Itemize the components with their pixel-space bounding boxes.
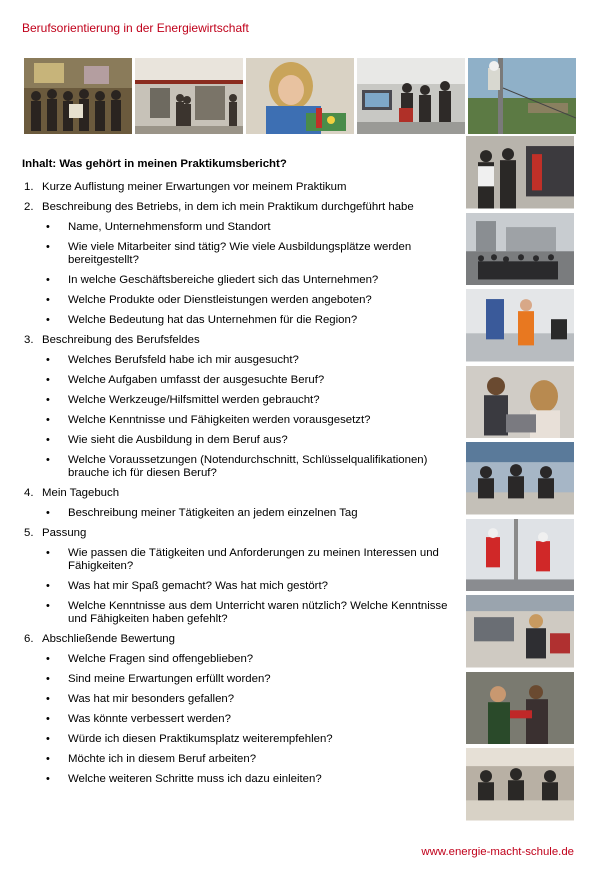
section-item — [22, 633, 462, 786]
bullet-text: Was hat mir besonders gefallen? — [68, 693, 235, 705]
bullet-item — [42, 773, 462, 786]
bullet-item — [42, 274, 462, 287]
bullet-text: Welche Bedeutung hat das Unternehmen für die Region? — [68, 314, 358, 326]
bullet-icon: • — [46, 294, 50, 306]
bullet-icon: • — [46, 241, 50, 253]
bullet-icon: • — [46, 753, 50, 765]
section-title: Mein Tagebuch — [42, 487, 120, 499]
bullet-icon: • — [46, 733, 50, 745]
bullet-item — [42, 580, 462, 593]
section-item — [22, 487, 462, 520]
section-number: 4. — [24, 487, 34, 499]
bullet-text: Wie passen die Tätigkeiten und Anforderungen zu meinen Interessen und Fähigkeiten? — [68, 547, 439, 572]
side-photo-students-computer — [466, 366, 574, 439]
bullet-text: In welche Geschäftsbereiche gliedert sich das Unternehmen? — [68, 274, 379, 286]
bullet-text: Möchte ich in diesem Beruf arbeiten? — [68, 753, 257, 765]
bullet-icon: • — [46, 314, 50, 326]
bullet-item — [42, 753, 462, 766]
bullet-item — [42, 374, 462, 387]
bullet-item — [42, 414, 462, 427]
bullet-text: Welche Produkte oder Dienstleistungen werden angeboten? — [68, 294, 372, 306]
bullet-text: Welche Voraussetzungen (Notendurchschnitt, Schlüsselqualifikationen) brauche ich für diesen Beruf? — [68, 454, 428, 479]
bullet-icon: • — [46, 693, 50, 705]
bullet-text: Welche weiteren Schritte muss ich dazu einleiten? — [68, 773, 322, 785]
side-photo-drilling — [466, 672, 574, 745]
bullet-icon: • — [46, 414, 50, 426]
bullet-item — [42, 354, 462, 367]
content-heading: Inhalt: Was gehört in meinen Praktikumsbericht? — [22, 158, 287, 170]
bullet-text: Welche Aufgaben umfasst der ausgesuchte Beruf? — [68, 374, 325, 386]
bullet-item — [42, 394, 462, 407]
bullet-item — [42, 673, 462, 686]
bullet-text: Welches Berufsfeld habe ich mir ausgesucht? — [68, 354, 299, 366]
section-bullet-list — [42, 354, 462, 480]
side-photo-instructor — [466, 289, 574, 362]
bullet-icon: • — [46, 773, 50, 785]
bullet-icon: • — [46, 394, 50, 406]
side-photo-workshop — [466, 595, 574, 668]
bullet-icon: • — [46, 354, 50, 366]
photo-group-students — [24, 58, 132, 134]
photo-exhibition-hall — [135, 58, 243, 134]
photo-climber-outdoor — [468, 58, 576, 134]
document-title: Berufsorientierung in der Energiewirtschaft — [22, 21, 249, 35]
photo-girl-electronics — [246, 58, 354, 134]
bullet-item — [42, 314, 462, 327]
section-number: 1. — [24, 181, 34, 193]
side-photo-power-plant-visit — [466, 213, 574, 286]
bullet-item — [42, 434, 462, 447]
section-item — [22, 527, 462, 626]
bullet-icon: • — [46, 454, 50, 466]
side-photo-lab-bench — [466, 442, 574, 515]
bullet-icon: • — [46, 580, 50, 592]
bullet-item — [42, 653, 462, 666]
bullet-item — [42, 713, 462, 726]
bullet-text: Name, Unternehmensform und Standort — [68, 221, 271, 233]
section-number: 3. — [24, 334, 34, 346]
section-bullet-list — [42, 507, 462, 520]
side-photo-students-machine — [466, 136, 574, 209]
bullet-icon: • — [46, 653, 50, 665]
side-photo-climbing-training — [466, 519, 574, 592]
bullet-item — [42, 733, 462, 746]
section-item — [22, 201, 462, 327]
section-title: Beschreibung des Berufsfeldes — [42, 334, 200, 346]
bullet-icon: • — [46, 221, 50, 233]
side-photo-group-table — [466, 748, 574, 821]
bullet-item — [42, 693, 462, 706]
side-photo-column — [466, 136, 574, 821]
section-bullet-list — [42, 547, 462, 626]
bullet-icon: • — [46, 434, 50, 446]
section-title: Passung — [42, 527, 87, 539]
bullet-text: Sind meine Erwartungen erfüllt worden? — [68, 673, 271, 685]
bullet-item — [42, 454, 462, 480]
bullet-text: Welche Kenntnisse aus dem Unterricht waren nützlich? Welche Kenntnisse und Fähigkeiten haben gefehlt? — [68, 600, 448, 625]
bullet-text: Welche Werkzeuge/Hilfsmittel werden gebraucht? — [68, 394, 320, 406]
section-item — [22, 334, 462, 480]
bullet-text: Würde ich diesen Praktikumsplatz weiterempfehlen? — [68, 733, 333, 745]
section-bullet-list — [42, 221, 462, 327]
section-title: Beschreibung des Betriebs, in dem ich mein Praktikum durchgeführt habe — [42, 201, 414, 213]
bullet-icon: • — [46, 713, 50, 725]
bullet-item — [42, 294, 462, 307]
bullet-item — [42, 221, 462, 234]
bullet-icon: • — [46, 547, 50, 559]
bullet-icon: • — [46, 600, 50, 612]
section-title: Kurze Auflistung meiner Erwartungen vor meinem Praktikum — [42, 181, 347, 193]
header-photo-strip — [24, 58, 576, 134]
bullet-text: Wie viele Mitarbeiter sind tätig? Wie viele Ausbildungsplätze werden bereitgestellt? — [68, 241, 412, 266]
section-number: 2. — [24, 201, 34, 213]
bullet-icon: • — [46, 673, 50, 685]
sections-list — [22, 181, 462, 786]
bullet-item — [42, 507, 462, 520]
photo-lab-group — [357, 58, 465, 134]
bullet-item — [42, 241, 462, 267]
bullet-icon: • — [46, 374, 50, 386]
bullet-text: Welche Kenntnisse und Fähigkeiten werden vorausgesetzt? — [68, 414, 371, 426]
bullet-item — [42, 547, 462, 573]
section-item — [22, 181, 462, 194]
section-bullet-list — [42, 653, 462, 786]
bullet-text: Welche Fragen sind offengeblieben? — [68, 653, 254, 665]
bullet-icon: • — [46, 507, 50, 519]
bullet-text: Was könnte verbessert werden? — [68, 713, 231, 725]
bullet-text: Beschreibung meiner Tätigkeiten an jedem einzelnen Tag — [68, 507, 358, 519]
section-number: 5. — [24, 527, 34, 539]
section-title: Abschließende Bewertung — [42, 633, 175, 645]
bullet-item — [42, 600, 462, 626]
footer-website-link[interactable]: www.energie-macht-schule.de — [421, 846, 574, 858]
bullet-text: Wie sieht die Ausbildung in dem Beruf aus? — [68, 434, 288, 446]
content-area — [22, 158, 462, 793]
bullet-text: Was hat mir Spaß gemacht? Was hat mich gestört? — [68, 580, 328, 592]
bullet-icon: • — [46, 274, 50, 286]
section-number: 6. — [24, 633, 34, 645]
